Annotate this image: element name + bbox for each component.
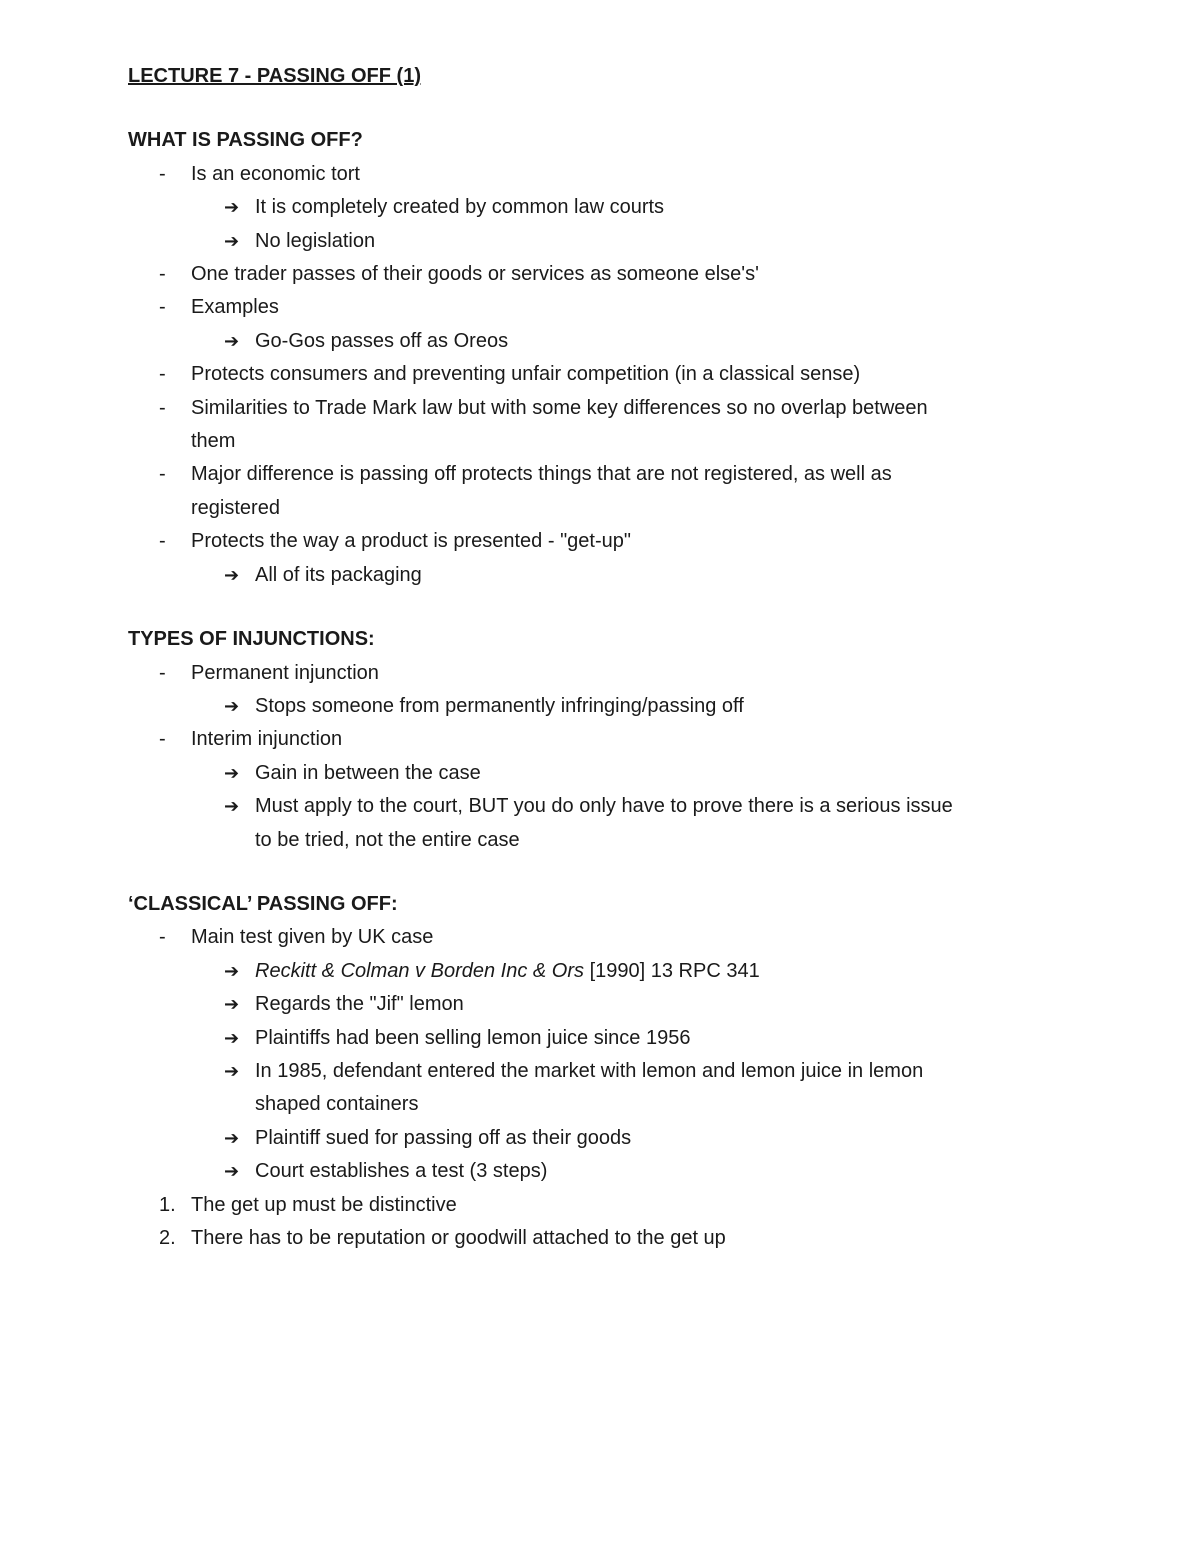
sub-item-text: Plaintiff sued for passing off as their goods: [255, 1126, 632, 1149]
dash-bullet: -: [159, 728, 166, 751]
sub-item-text: Regards the "Jif" lemon: [255, 993, 464, 1016]
case-citation: [1990] 13 RPC 341: [584, 959, 760, 982]
item-text: There has to be reputation or goodwill attached to the get up: [191, 1227, 726, 1249]
item-text: Protects consumers and preventing unfair competition (in a classical sense): [191, 363, 861, 386]
list-item: [128, 291, 968, 324]
dash-bullet: -: [159, 530, 166, 553]
arrow-icon: ➔: [224, 330, 240, 351]
arrow-icon: ➔: [224, 1127, 240, 1148]
item-text: Similarities to Trade Mark law but with some key differences so no overlap between them: [191, 396, 928, 453]
list-item: [128, 258, 968, 291]
item-text: Is an economic tort: [191, 162, 360, 185]
dash-bullet: -: [159, 396, 166, 419]
arrow-icon: ➔: [224, 695, 240, 716]
arrow-icon: ➔: [224, 960, 240, 981]
sub-item-text: Must apply to the court, BUT you do only have to prove there is a serious issue to be tried, not the entire case: [255, 795, 953, 851]
section-list: [128, 921, 968, 1188]
sub-item-text: Court establishes a test (3 steps): [255, 1160, 548, 1183]
item-text: Protects the way a product is presented - "get-up": [191, 530, 631, 553]
section-heading-classical-passing-off: ‘CLASSICAL’ PASSING OFF:: [128, 892, 398, 915]
sub-list-item: [128, 559, 968, 592]
item-text: One trader passes of their goods or services as someone else's': [191, 263, 759, 286]
section-heading-what-is-passing-off: WHAT IS PASSING OFF?: [128, 129, 363, 152]
arrow-icon: ➔: [224, 762, 240, 783]
numbered-list: [128, 1189, 968, 1256]
item-text: The get up must be distinctive: [191, 1193, 457, 1216]
item-text: Permanent injunction: [191, 661, 379, 684]
lecture-title: LECTURE 7 - PASSING OFF (1): [128, 65, 421, 87]
section-heading-types-of-injunctions: TYPES OF INJUNCTIONS:: [128, 628, 375, 651]
sub-list-item: [128, 757, 968, 790]
list-item: [128, 525, 968, 558]
dash-bullet: -: [159, 661, 166, 684]
arrow-icon: ➔: [224, 994, 240, 1015]
list-item: [128, 723, 968, 756]
numbered-item: [128, 1222, 968, 1255]
dash-bullet: -: [159, 463, 166, 486]
sub-item-text: In 1985, defendant entered the market with lemon and lemon juice in lemon shaped containers: [255, 1059, 924, 1116]
arrow-icon: ➔: [224, 1027, 240, 1048]
section-list: [128, 657, 968, 857]
sub-list-item: [128, 955, 968, 988]
arrow-icon: ➔: [224, 197, 240, 218]
sub-list-item: [128, 1022, 968, 1055]
arrow-icon: ➔: [224, 1060, 240, 1081]
sub-list-item: [128, 325, 968, 358]
dash-bullet: -: [159, 263, 166, 286]
sub-item-text: All of its packaging: [255, 563, 422, 586]
item-text: Main test given by UK case: [191, 926, 434, 949]
section-list: [128, 158, 968, 592]
item-text: Interim injunction: [191, 728, 343, 751]
case-name: Reckitt & Colman v Borden Inc & Ors: [255, 959, 585, 982]
dash-bullet: -: [159, 926, 166, 949]
document-body: [128, 60, 968, 1255]
dash-bullet: -: [159, 296, 166, 319]
arrow-icon: ➔: [224, 230, 240, 251]
sub-item-text: Plaintiffs had been selling lemon juice since 1956: [255, 1026, 691, 1049]
arrow-icon: ➔: [224, 1161, 240, 1182]
sub-list-item: [128, 790, 968, 857]
sub-list-item: [128, 1155, 968, 1188]
numbered-item: [128, 1189, 968, 1222]
list-item: [128, 392, 968, 459]
dash-bullet: -: [159, 363, 166, 386]
arrow-icon: ➔: [224, 564, 240, 585]
sub-list-item: [128, 191, 968, 224]
list-item: [128, 158, 968, 191]
item-number: 1.: [159, 1193, 176, 1216]
sub-list-item: [128, 690, 968, 723]
sub-list-item: [128, 988, 968, 1021]
item-text: Major difference is passing off protects things that are not registered, as well as registered: [191, 463, 892, 519]
sub-list-item: [128, 225, 968, 258]
list-item: [128, 657, 968, 690]
list-item: [128, 458, 968, 525]
sub-item-text: It is completely created by common law courts: [255, 196, 665, 219]
sub-item-text: Stops someone from permanently infringing/passing off: [255, 694, 744, 717]
sub-item-text: No legislation: [255, 229, 376, 252]
sub-list-item: [128, 1122, 968, 1155]
list-item: [128, 358, 968, 391]
arrow-icon: ➔: [224, 796, 240, 817]
sub-item-text: Gain in between the case: [255, 761, 481, 784]
list-item: [128, 921, 968, 954]
sub-item-text: Go-Gos passes off as Oreos: [255, 329, 509, 352]
item-text: Examples: [191, 296, 279, 319]
item-number: 2.: [159, 1227, 176, 1249]
dash-bullet: -: [159, 162, 166, 185]
sub-list-item: [128, 1055, 968, 1122]
